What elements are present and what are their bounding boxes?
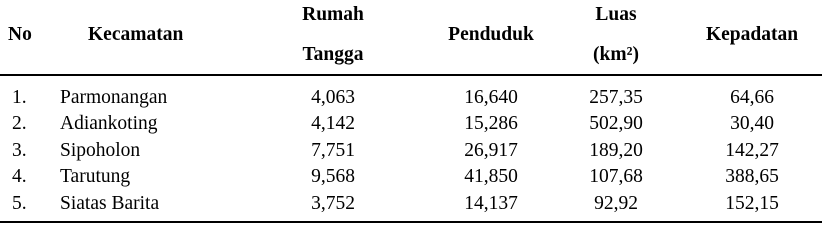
row-kecamatan: Siatas Barita xyxy=(60,193,160,214)
row-kepadatan: 152,15 xyxy=(725,193,779,214)
row-kecamatan: Sipoholon xyxy=(60,140,141,161)
header-rumah-line2: Tangga xyxy=(302,44,364,65)
row-luas: 107,68 xyxy=(589,166,643,187)
header-kepadatan: Kepadatan xyxy=(705,24,799,45)
header-rule xyxy=(0,74,822,76)
row-rumah-tangga: 7,751 xyxy=(311,140,355,161)
row-rumah-tangga: 9,568 xyxy=(311,166,355,187)
header-kecamatan: Kecamatan xyxy=(88,24,184,45)
row-no: 4. xyxy=(12,166,27,187)
header-luas-line2: (km²) xyxy=(593,44,639,65)
row-no: 2. xyxy=(12,113,27,134)
row-luas: 189,20 xyxy=(589,140,643,161)
row-penduduk: 14,137 xyxy=(464,193,518,214)
row-luas: 92,92 xyxy=(594,193,638,214)
row-kecamatan: Tarutung xyxy=(60,166,131,187)
row-kepadatan: 388,65 xyxy=(725,166,779,187)
row-luas: 257,35 xyxy=(589,87,643,108)
row-penduduk: 41,850 xyxy=(464,166,518,187)
row-no: 1. xyxy=(12,87,27,108)
row-rumah-tangga: 3,752 xyxy=(311,193,355,214)
row-luas: 502,90 xyxy=(589,113,643,134)
row-kepadatan: 142,27 xyxy=(725,140,779,161)
bottom-rule xyxy=(0,221,822,223)
header-penduduk: Penduduk xyxy=(448,24,534,45)
row-kepadatan: 30,40 xyxy=(730,113,774,134)
row-penduduk: 16,640 xyxy=(464,87,518,108)
row-no: 3. xyxy=(12,140,27,161)
row-rumah-tangga: 4,063 xyxy=(311,87,355,108)
header-luas-line1: Luas xyxy=(595,4,637,25)
row-kecamatan: Parmonangan xyxy=(60,87,168,108)
row-penduduk: 26,917 xyxy=(464,140,518,161)
header-rumah-line1: Rumah xyxy=(302,4,364,25)
row-rumah-tangga: 4,142 xyxy=(311,113,355,134)
row-kecamatan: Adiankoting xyxy=(60,113,158,134)
row-penduduk: 15,286 xyxy=(464,113,518,134)
row-no: 5. xyxy=(12,193,27,214)
row-kepadatan: 64,66 xyxy=(730,87,774,108)
header-no: No xyxy=(8,24,32,45)
